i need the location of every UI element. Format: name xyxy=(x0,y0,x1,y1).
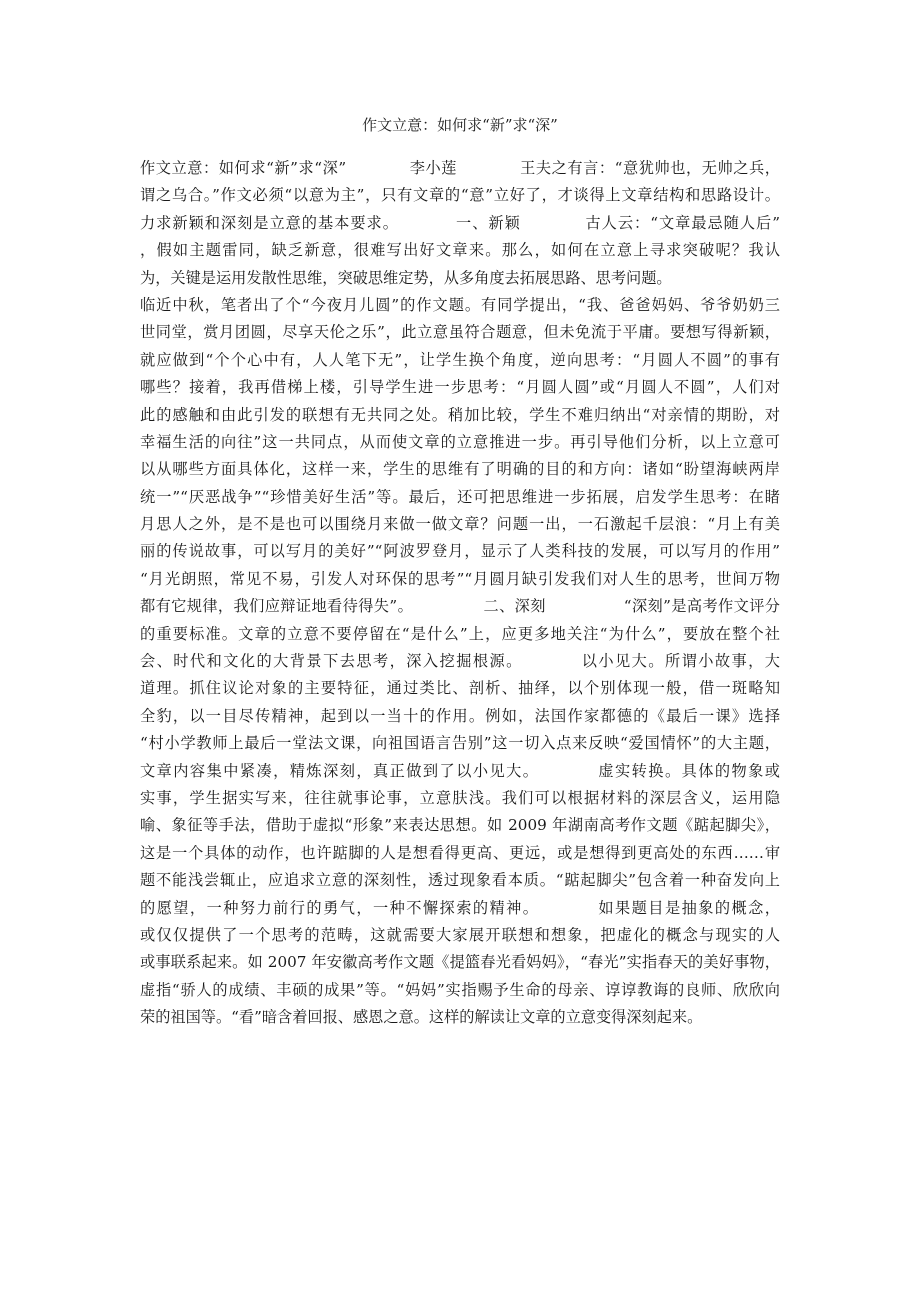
body-line: “月光朗照，常见不易，引发人对环保的思考”“月圆月缺引发我们对人生的思考，世间万物 xyxy=(140,569,780,588)
body-line: 实事，学生据实写来，往往就事论事，立意肤浅。我们可以根据材料的深层含义，运用隐 xyxy=(140,788,780,807)
body-line: 的重要标准。文章的立意不要停留在“是什么”上，应更多地关注“为什么”，要放在整个社 xyxy=(140,624,780,643)
body-line: 哪些？接着，我再借梯上楼，引导学生进一步思考：“月圆人圆”或“月圆人不圆”，人们对 xyxy=(140,378,780,397)
body-line: 世同堂，赏月团圆，尽享天伦之乐”，此立意虽符合题意，但未免流于平庸。要想写得新颖， xyxy=(140,323,780,342)
body-line: 这是一个具体的动作，也许踮脚的人是想看得更高、更远，或是想得到更高处的东西……审 xyxy=(140,843,780,862)
body-line: 题不能浅尝辄止，应追求立意的深刻性，透过现象看本质。“踮起脚尖”包含着一种奋发向上 xyxy=(140,871,780,890)
body-line: “村小学教师上最后一堂法文课，向祖国语言告别”这一切入点来反映“爱国情怀”的大主题， xyxy=(140,734,780,753)
body-line: 临近中秋，笔者出了个“今夜月儿圆”的作文题。有同学提出，“我、爸爸妈妈、爷爷奶奶三 xyxy=(140,295,780,314)
body-line: 虚指“骄人的成绩、丰硕的成果”等。“妈妈”实指赐予生命的母亲、谆谆教诲的良师、欣欣向 xyxy=(140,980,780,999)
body-line: 以从哪些方面具体化，这样一来，学生的思维有了明确的目的和方向：诸如“盼望海峡两岸 xyxy=(140,460,780,479)
body-line: 力求新颖和深刻是立意的基本要求。 一、新颖 古人云：“文章最忌随人后” xyxy=(140,213,780,232)
body-line: 都有它规律，我们应辩证地看待得失”。 二、深刻 “深刻”是高考作文评分 xyxy=(140,597,780,616)
body-line: 作文立意：如何求“新”求“深” 李小莲 王夫之有言：“意犹帅也，无帅之兵， xyxy=(140,159,780,177)
body-line: ，假如主题雷同，缺乏新意，很难写出好文章来。那么，如何在立意上寻求突破呢？我认 xyxy=(140,241,780,260)
body-line: 道理。抓住议论对象的主要特征，通过类比、剖析、抽绎，以个别体现一般，借一斑略知 xyxy=(140,679,780,698)
body-line: 丽的传说故事，可以写月的美好”“阿波罗登月，显示了人类科技的发展，可以写月的作用” xyxy=(140,542,780,561)
body-line: 荣的祖国等。“看”暗含着回报、感恩之意。这样的解读让文章的立意变得深刻起来。 xyxy=(140,1008,703,1027)
body-line: 的愿望，一种努力前行的勇气，一种不懈探索的精神。 如果题目是抽象的概念， xyxy=(140,898,780,917)
body-line: 幸福生活的向往”这一共同点，从而使文章的立意推进一步。再引导他们分析，以上立意可 xyxy=(140,432,780,451)
body-line: 或仅仅提供了一个思考的范畴，这就需要大家展开联想和想象，把虚化的概念与现实的人 xyxy=(140,925,780,944)
body-line: 文章内容集中紧凑，精炼深刻，真正做到了以小见大。 虚实转换。具体的物象或 xyxy=(140,761,780,780)
document-title: 作文立意：如何求“新”求“深” xyxy=(362,116,558,134)
body-line: 全豹，以一目尽传精神，起到以一当十的作用。例如，法国作家都德的《最后一课》选择 xyxy=(140,706,780,725)
body-line: 月思人之外，是不是也可以围绕月来做一做文章？问题一出，一石激起千层浪：“月上有美 xyxy=(140,515,780,534)
document-body xyxy=(140,155,780,1032)
body-line: 喻、象征等手法，借助于虚拟“形象”来表达思想。如 2009 年湖南高考作文题《踮起脚尖》， xyxy=(140,816,780,835)
body-line: 就应做到“个个心中有，人人笔下无”，让学生换个角度，逆向思考：“月圆人不圆”的事有 xyxy=(140,350,780,369)
body-line: 或事联系起来。如 2007 年安徽高考作文题《提篮春光看妈妈》，“春光”实指春天的美好事物， xyxy=(140,953,780,972)
body-line: 统一”“厌恶战争”“珍惜美好生活”等。最后，还可把思维进一步拓展，启发学生思考：在睹 xyxy=(140,487,780,506)
body-line: 为，关键是运用发散性思维，突破思维定势，从多角度去拓展思路、思考问题。 xyxy=(140,268,672,287)
body-line: 此的感触和由此引发的联想有无共同之处。稍加比较，学生不难归纳出“对亲情的期盼，对 xyxy=(140,405,780,424)
body-line: 谓之乌合。”作文必须“以意为主”，只有文章的“意”立好了，才谈得上文章结构和思路设计。 xyxy=(140,186,780,205)
body-line: 会、时代和文化的大背景下去思考，深入挖掘根源。 以小见大。所谓小故事，大 xyxy=(140,652,780,671)
